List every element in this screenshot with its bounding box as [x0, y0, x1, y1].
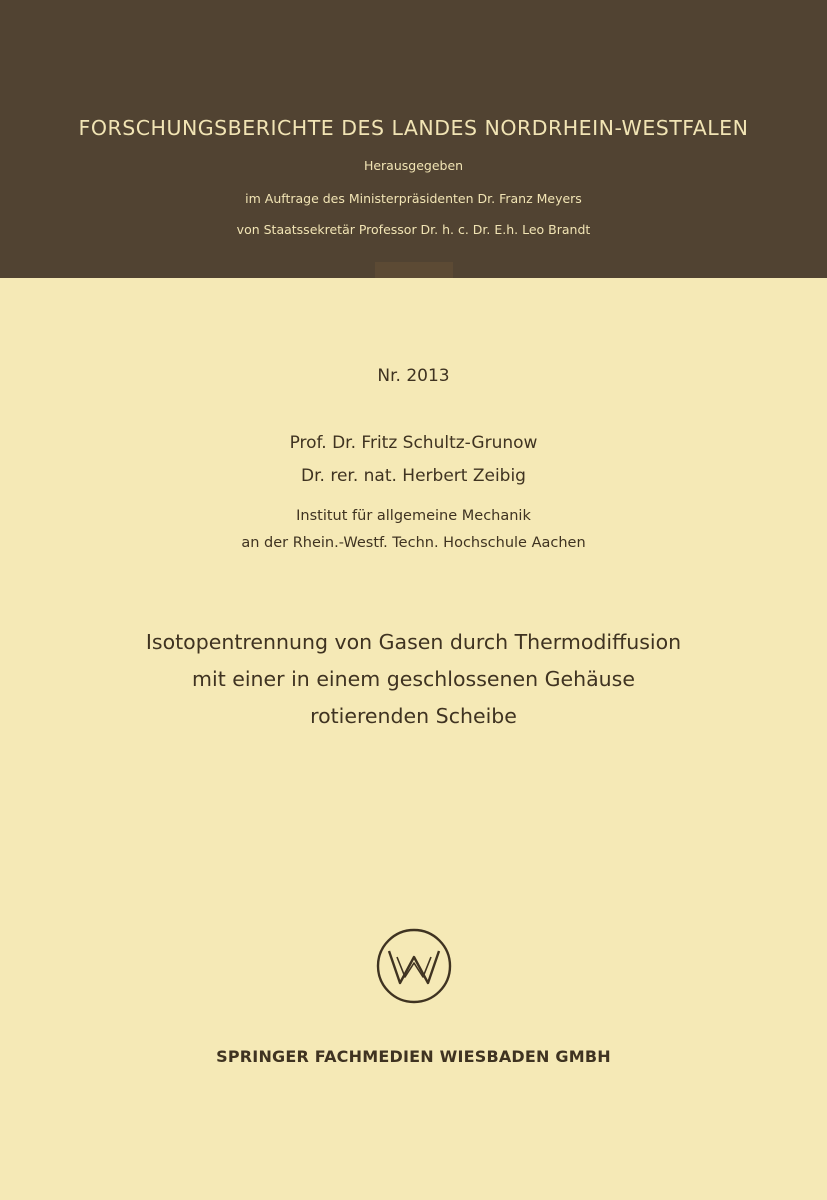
- author-1: Prof. Dr. Fritz Schultz-Grunow: [289, 433, 538, 453]
- publisher-name: SPRINGER FACHMEDIEN WIESBADEN GMBH: [216, 1047, 611, 1066]
- series-title: FORSCHUNGSBERICHTE DES LANDES NORDRHEIN-WESTFALEN: [78, 116, 749, 140]
- institute-line-1: Institut für allgemeine Mechanik: [296, 508, 531, 524]
- editor-line-3: von Staatssekretär Professor Dr. h. c. Dr. E.h. Leo Brandt: [236, 222, 591, 237]
- editor-line-1: Herausgegeben: [363, 158, 464, 173]
- header-band: [0, 0, 827, 278]
- editor-line-2: im Auftrage des Ministerpräsidenten Dr. Franz Meyers: [245, 191, 582, 206]
- title-line-1: Isotopentrennung von Gasen durch Thermodiffusion: [145, 630, 682, 654]
- band-tab-mark: [375, 262, 453, 278]
- springer-vw-logo-icon: [375, 927, 453, 1005]
- report-number: Nr. 2013: [377, 366, 450, 386]
- author-2: Dr. rer. nat. Herbert Zeibig: [301, 466, 526, 486]
- institute-line-2: an der Rhein.-Westf. Techn. Hochschule Aachen: [241, 535, 586, 551]
- title-line-3: rotierenden Scheibe: [310, 704, 517, 728]
- title-line-2: mit einer in einem geschlossenen Gehäuse: [192, 667, 635, 691]
